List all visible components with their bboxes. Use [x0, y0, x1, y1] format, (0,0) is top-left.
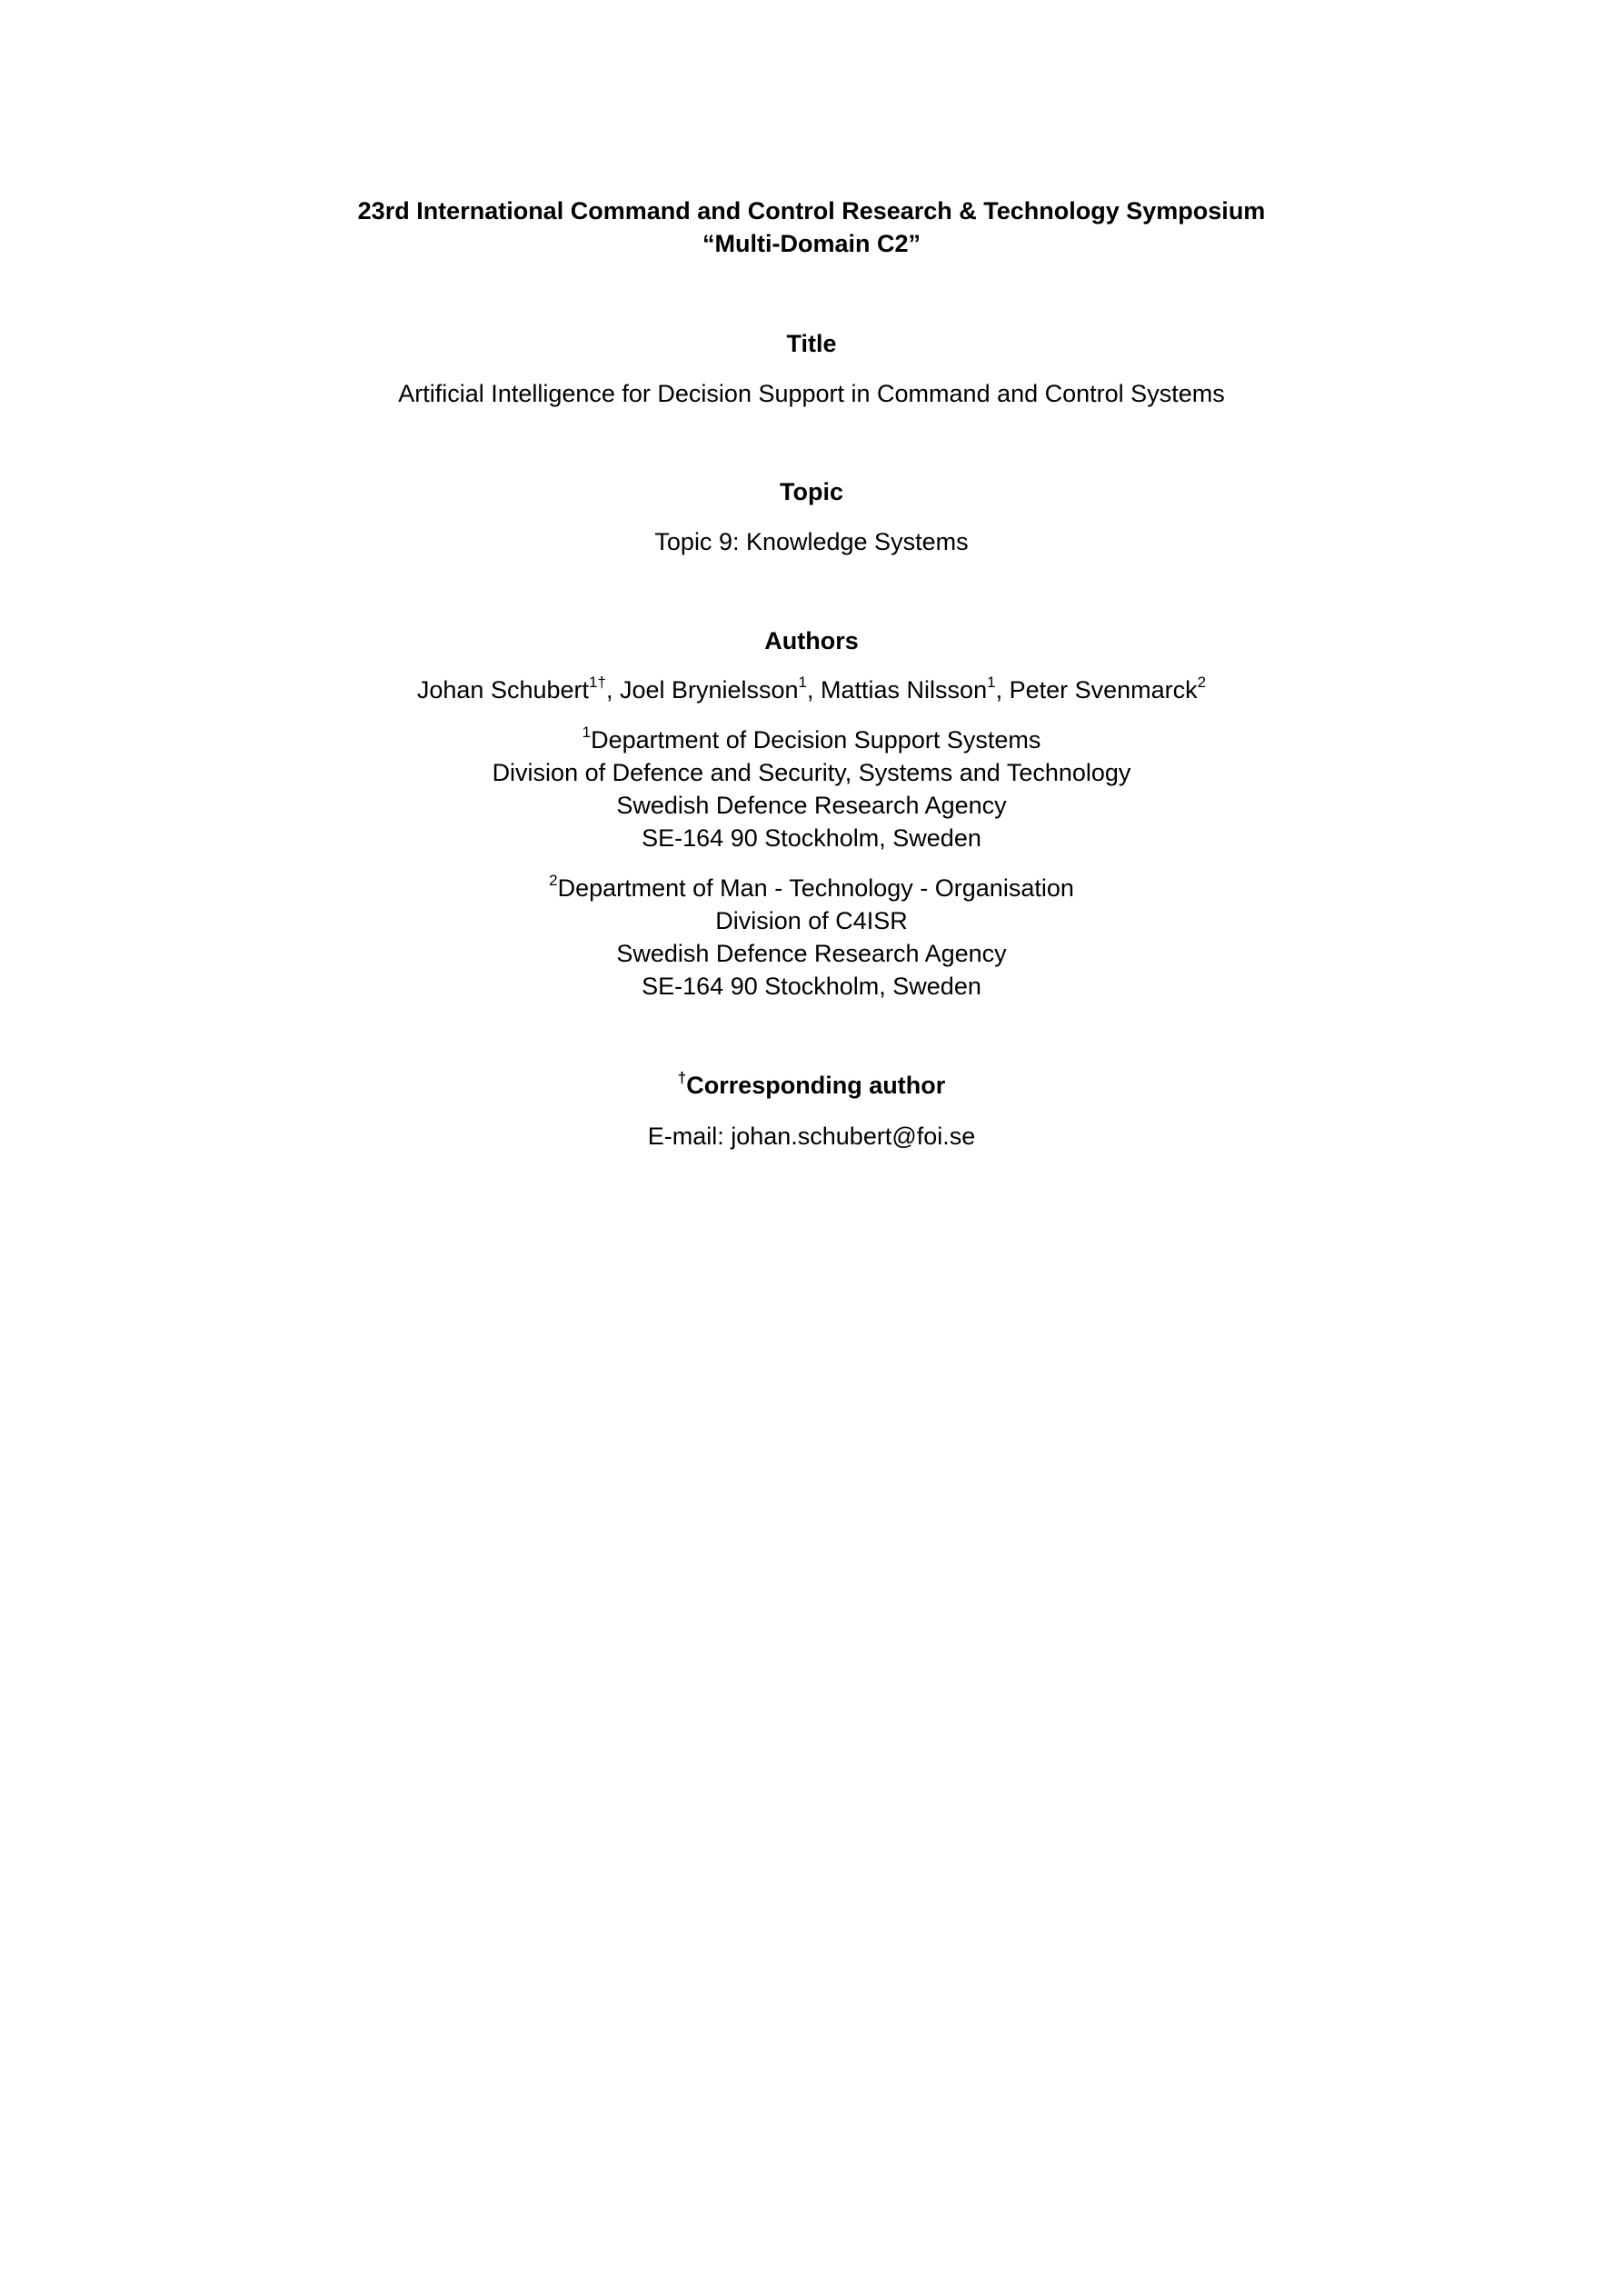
author-affiliation-mark: 1† — [589, 674, 606, 691]
paper-title: Artificial Intelligence for Decision Support in Command and Control Systems — [398, 380, 1225, 407]
corresponding-email[interactable]: E-mail: johan.schubert@foi.se — [647, 1123, 976, 1150]
affiliation-address: SE-164 90 Stockholm, Sweden — [642, 824, 981, 852]
affiliation-2 — [0, 872, 1623, 1003]
author-separator: , — [807, 676, 821, 704]
author-name: Mattias Nilsson — [821, 676, 988, 704]
affiliation-department: Department of Decision Support Systems — [591, 726, 1041, 754]
affiliation-mark: 2 — [549, 872, 558, 889]
corresponding-heading-text: Corresponding author — [686, 1072, 946, 1099]
affiliation-address: SE-164 90 Stockholm, Sweden — [642, 973, 981, 1000]
affiliation-agency: Swedish Defence Research Agency — [616, 792, 1007, 819]
author-affiliation-mark: 1 — [798, 674, 808, 691]
corresponding-mark: † — [677, 1069, 687, 1086]
author-separator: , — [995, 676, 1010, 704]
topic-heading: Topic — [780, 478, 843, 505]
author-name: Joel Brynielsson — [619, 676, 799, 704]
topic-text: Topic 9: Knowledge Systems — [654, 528, 969, 555]
affiliation-mark: 1 — [582, 724, 592, 741]
affiliation-1 — [0, 724, 1623, 854]
author-separator: , — [605, 676, 620, 704]
affiliation-department: Department of Man - Technology - Organisation — [557, 874, 1074, 902]
author-name: Johan Schubert — [416, 676, 590, 704]
author-list — [0, 674, 1623, 706]
symposium-name: 23rd International Command and Control Research & Technology Symposium — [357, 197, 1266, 225]
authors-heading: Authors — [764, 627, 859, 654]
author-affiliation-mark: 1 — [987, 674, 996, 691]
symposium-header — [0, 195, 1623, 260]
corresponding-heading — [0, 1069, 1623, 1102]
author-name: Peter Svenmarck — [1009, 676, 1198, 704]
affiliation-division: Division of Defence and Security, Systems and Technology — [492, 759, 1131, 786]
affiliation-agency: Swedish Defence Research Agency — [616, 940, 1007, 967]
author-affiliation-mark: 2 — [1197, 674, 1207, 691]
affiliation-line — [0, 872, 1623, 904]
symposium-theme: “Multi-Domain C2” — [702, 230, 921, 257]
affiliation-division: Division of C4ISR — [715, 907, 908, 934]
affiliation-line — [0, 724, 1623, 756]
title-heading: Title — [786, 330, 837, 357]
